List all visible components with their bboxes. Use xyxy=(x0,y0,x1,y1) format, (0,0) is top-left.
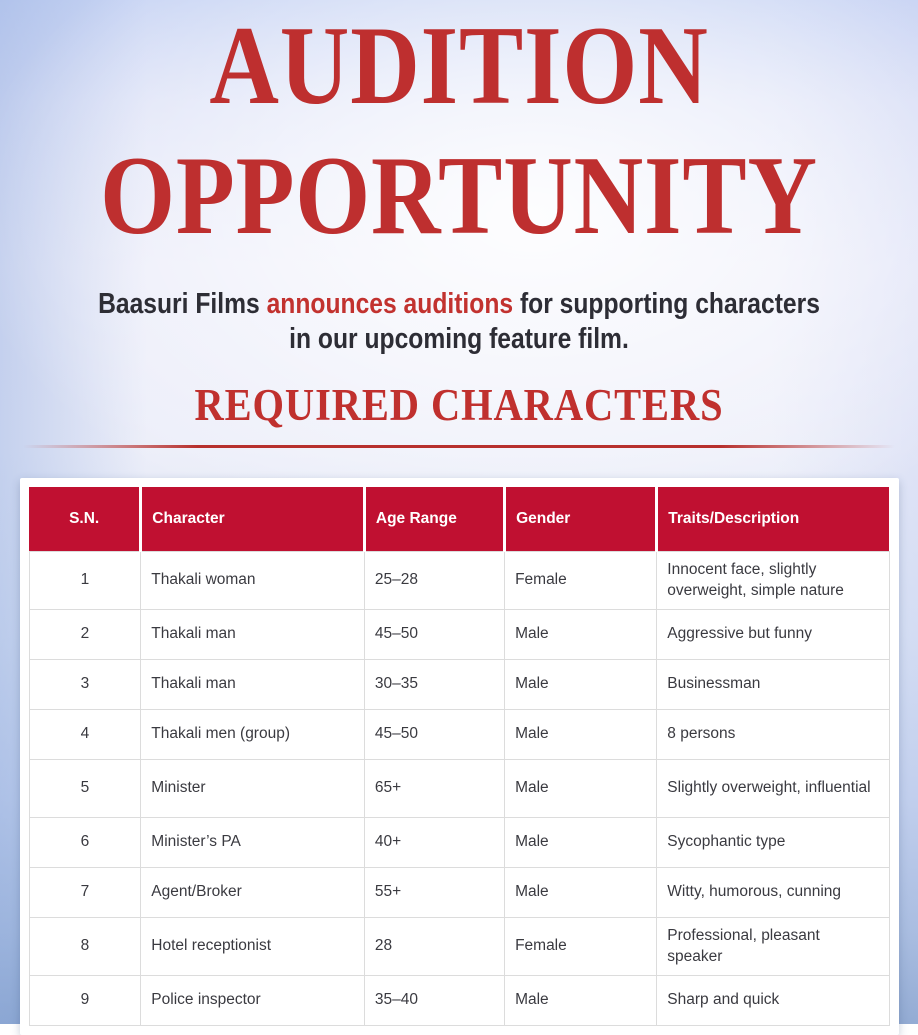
cell-sn: 1 xyxy=(29,552,141,610)
cell-sn: 8 xyxy=(29,918,141,976)
cell-character: Agent/Broker xyxy=(141,868,365,918)
cell-age: 55+ xyxy=(364,868,504,918)
cell-character: Police inspector xyxy=(141,976,365,1026)
cell-gender: Male xyxy=(505,710,657,760)
cell-character: Minister’s PA xyxy=(141,818,365,868)
cell-character: Thakali men (group) xyxy=(141,710,365,760)
col-header-character: Character xyxy=(141,487,365,552)
cell-sn: 9 xyxy=(29,976,141,1026)
poster-title xyxy=(0,0,918,259)
cell-age: 45–50 xyxy=(364,710,504,760)
decorative-rule xyxy=(23,445,895,448)
cell-sn: 6 xyxy=(29,818,141,868)
col-header-age-range: Age Range xyxy=(364,487,504,552)
cell-character: Thakali man xyxy=(141,610,365,660)
poster-title-line1: AUDITION xyxy=(209,4,709,128)
subtitle-highlight: announces auditions xyxy=(266,287,514,320)
col-header-gender: Gender xyxy=(505,487,657,552)
cell-character: Thakali woman xyxy=(141,552,365,610)
cell-age: 30–35 xyxy=(364,660,504,710)
cell-gender: Female xyxy=(505,552,657,610)
cell-gender: Male xyxy=(505,760,657,818)
cell-traits: Professional, pleasant speaker xyxy=(657,918,889,976)
table-row xyxy=(29,710,889,760)
cell-sn: 4 xyxy=(29,710,141,760)
subtitle-line2: in our upcoming feature film. xyxy=(289,322,629,355)
cell-character: Minister xyxy=(141,760,365,818)
cell-traits: 8 persons xyxy=(657,710,889,760)
characters-table xyxy=(29,487,890,1027)
cell-age: 65+ xyxy=(364,760,504,818)
table-row xyxy=(29,760,889,818)
cell-character: Thakali man xyxy=(141,660,365,710)
cell-age: 35–40 xyxy=(364,976,504,1026)
cell-age: 25–28 xyxy=(364,552,504,610)
cell-traits: Sharp and quick xyxy=(657,976,889,1026)
table-row xyxy=(29,610,889,660)
table-row xyxy=(29,552,889,610)
cell-sn: 5 xyxy=(29,760,141,818)
cell-gender: Male xyxy=(505,976,657,1026)
cell-gender: Male xyxy=(505,610,657,660)
table-header-row xyxy=(29,487,889,552)
cell-gender: Male xyxy=(505,660,657,710)
poster-title-line2: OPPORTUNITY xyxy=(100,134,818,259)
subtitle-text-prefix: Baasuri Films xyxy=(98,287,267,320)
col-header-sn: S.N. xyxy=(29,487,141,552)
cell-age: 40+ xyxy=(364,818,504,868)
table-row xyxy=(29,976,889,1026)
cell-traits: Sycophantic type xyxy=(657,818,889,868)
cell-age: 28 xyxy=(364,918,504,976)
cell-traits: Businessman xyxy=(657,660,889,710)
section-heading: REQUIRED CHARACTERS xyxy=(194,379,724,430)
col-header-traits: Traits/Description xyxy=(657,487,889,552)
table-row xyxy=(29,868,889,918)
cell-character: Hotel receptionist xyxy=(141,918,365,976)
subtitle-text-suffix: for supporting characters xyxy=(513,287,820,320)
cell-traits: Innocent face, slightly overweight, simple nature xyxy=(657,552,889,610)
cell-sn: 2 xyxy=(29,610,141,660)
cell-traits: Witty, humorous, cunning xyxy=(657,868,889,918)
table-row xyxy=(29,660,889,710)
cell-gender: Male xyxy=(505,818,657,868)
cell-sn: 3 xyxy=(29,660,141,710)
cell-traits: Aggressive but funny xyxy=(657,610,889,660)
cell-traits: Slightly overweight, influential xyxy=(657,760,889,818)
poster-subtitle xyxy=(69,287,849,357)
characters-table-card xyxy=(20,478,899,1035)
table-row xyxy=(29,818,889,868)
cell-age: 45–50 xyxy=(364,610,504,660)
cell-gender: Female xyxy=(505,918,657,976)
cell-sn: 7 xyxy=(29,868,141,918)
table-row xyxy=(29,918,889,976)
cell-gender: Male xyxy=(505,868,657,918)
